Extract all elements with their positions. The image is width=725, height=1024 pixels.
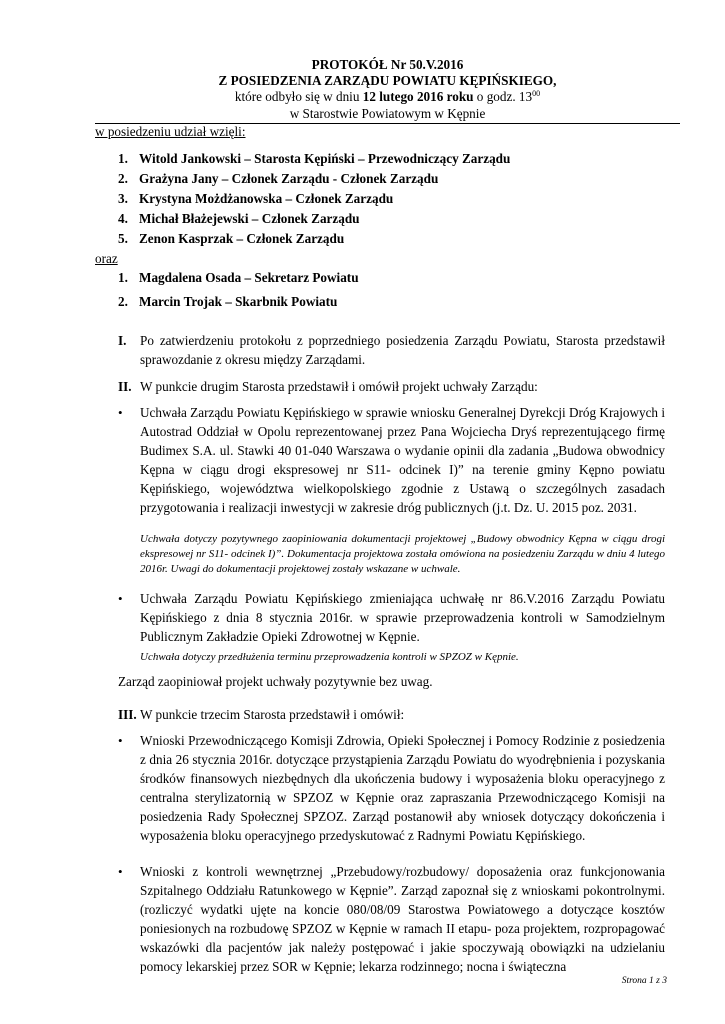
date-line-date: 12 lutego 2016 roku	[362, 89, 474, 104]
motion-2-text: Wnioski z kontroli wewnętrznej „Przebudowy/rozbudowy/ doposażenia oraz funkcjonowania Szpitalnego Oddziału Ratunkowego w Kępnie”. Zarząd zapoznał się z wnioskami pokontrolnymi. (rozliczyć wydatki ujęte na koncie 080/08/09 Starostwa Powiatowego a dotyczące kosztów poniesionych na rozbudowę SPZOZ w Kępnie w ramach II etapu- poza projektem, rozpropagować wskazówki dla pacjentów jak należy postępować i jakie spoczywają obowiązki na udzielaniu pomocy lekarskiej przez SOR w Kępnie; lekarza rodzinnego; nocna i świąteczna	[140, 864, 665, 974]
participant-item: 5. Zenon Kasprzak – Członek Zarządu	[118, 231, 345, 246]
section-number-2: II.	[118, 379, 132, 394]
bullet-icon: •	[118, 864, 123, 879]
resolution-1-note: Uchwała dotyczy pozytywnego zaopiniowania dokumentacji projektowej „Budowy obwodnicy Kępna w ciągu drogi ekspresowej nr S11- odcinek I)”. Dokumentacja projektowa została omówiona na posiedzeniu Zarządu w dniu 4 lutego 2016r. Uwagi do dokumentacji projektowej zostały wskazane w uchwale.	[140, 533, 665, 575]
resolution-2-note: Uchwała dotyczy przedłużenia terminu przeprowadzenia kontroli w SPZOZ w Kępnie.	[140, 651, 519, 663]
section-3-text: W punkcie trzecim Starosta przedstawił i omówił:	[140, 707, 405, 722]
protocol-title: PROTOKÓŁ Nr 50.V.2016	[311, 57, 464, 72]
participants-label: w posiedzeniu udział wzięli:	[95, 124, 246, 139]
page-number: Strona 1 z 3	[621, 976, 667, 986]
participant-item: 4. Michał Błażejewski – Członek Zarządu	[118, 211, 360, 226]
bullet-icon: •	[118, 405, 123, 420]
bullet-icon: •	[118, 733, 123, 748]
approval-statement: Zarząd zaopiniował projekt uchwały pozytywnie bez uwag.	[118, 674, 433, 689]
protocol-subtitle: Z POSIEDZENIA ZARZĄDU POWIATU KĘPIŃSKIEGO,	[218, 73, 557, 88]
participant-item: 3. Krystyna Możdżanowska – Członek Zarządu	[118, 191, 394, 206]
participant-item: 2. Grażyna Jany – Członek Zarządu - Członek Zarządu	[118, 171, 439, 186]
protocol-date-line	[95, 89, 680, 104]
resolution-1-text: Uchwała Zarządu Powiatu Kępińskiego w sprawie wniosku Generalnej Dyrekcji Dróg Krajowych i Autostrad Oddział w Opolu reprezentowanej przez Pana Wojciecha Dryś reprezentującego firmę Budimex S.A. ul. Stawki 40 01-040 Warszawa o wydanie opinii dla zadania „Budowa obwodnicy Kępna w ciągu drogi ekspresowej nr S11- odcinek I)” na terenie gminy Kępno powiatu Kępińskiego, województwa wielkopolskiego zgodnie z Ustawą o szczególnych zasadach przygotowania i realizacji inwestycji w zakresie dróg publicznych (j.t. Dz. U. 2015 poz. 2031.	[140, 405, 665, 515]
resolution-2-text: Uchwała Zarządu Powiatu Kępińskiego zmieniająca uchwałę nr 86.V.2016 Zarządu Powiatu Kępińskiego z dnia 8 stycznia 2016r. w sprawie przeprowadzenia kontroli w Samodzielnym Publicznym Zakładzie Opieki Zdrowotnej w Kępnie.	[140, 591, 665, 644]
section-number-1: I.	[118, 333, 127, 348]
section-2-text: W punkcie drugim Starosta przedstawił i omówił projekt uchwały Zarządu:	[140, 379, 538, 394]
other-attendee-item: 1. Magdalena Osada – Sekretarz Powiatu	[118, 270, 359, 285]
section-1-text: Po zatwierdzeniu protokołu z poprzedniego posiedzenia Zarządu Powiatu, Starosta przedstawił sprawozdanie z okresu między Zarządami.	[140, 333, 665, 367]
section-number-3: III.	[118, 707, 137, 722]
date-line-sup: 00	[532, 89, 541, 98]
other-attendee-item: 2. Marcin Trojak – Skarbnik Powiatu	[118, 294, 338, 309]
protocol-location: w Starostwie Powiatowym w Kępnie	[289, 106, 486, 121]
date-line-pre: które odbyło się w dniu	[234, 89, 363, 104]
bullet-icon: •	[118, 591, 123, 606]
oraz-label: oraz	[95, 251, 118, 266]
motion-1-text: Wnioski Przewodniczącego Komisji Zdrowia, Opieki Społecznej i Pomocy Rodzinie z posiedzenia z dnia 26 stycznia 2016r. dotyczące przystąpienia Zarządu Powiatu do wyodrębnienia i pozyskania środków finansowych niezbędnych dla ukończenia budowy i wyposażenia bloku operacyjnego z centralna sterylizatornią w SPZOZ w Kępnie oraz zapraszania Przewodniczącego Komisji na posiedzenia Rady Społecznej SPZOZ. Zarząd postanowił aby wniosek dotyczący dokończenia i wyposażenia bloku operacyjnego przedyskutować z Radnymi Powiatu Kępińskiego.	[140, 733, 665, 843]
date-line-post: o godz. 13	[473, 89, 533, 104]
participant-item: 1. Witold Jankowski – Starosta Kępiński – Przewodniczący Zarządu	[118, 151, 511, 166]
